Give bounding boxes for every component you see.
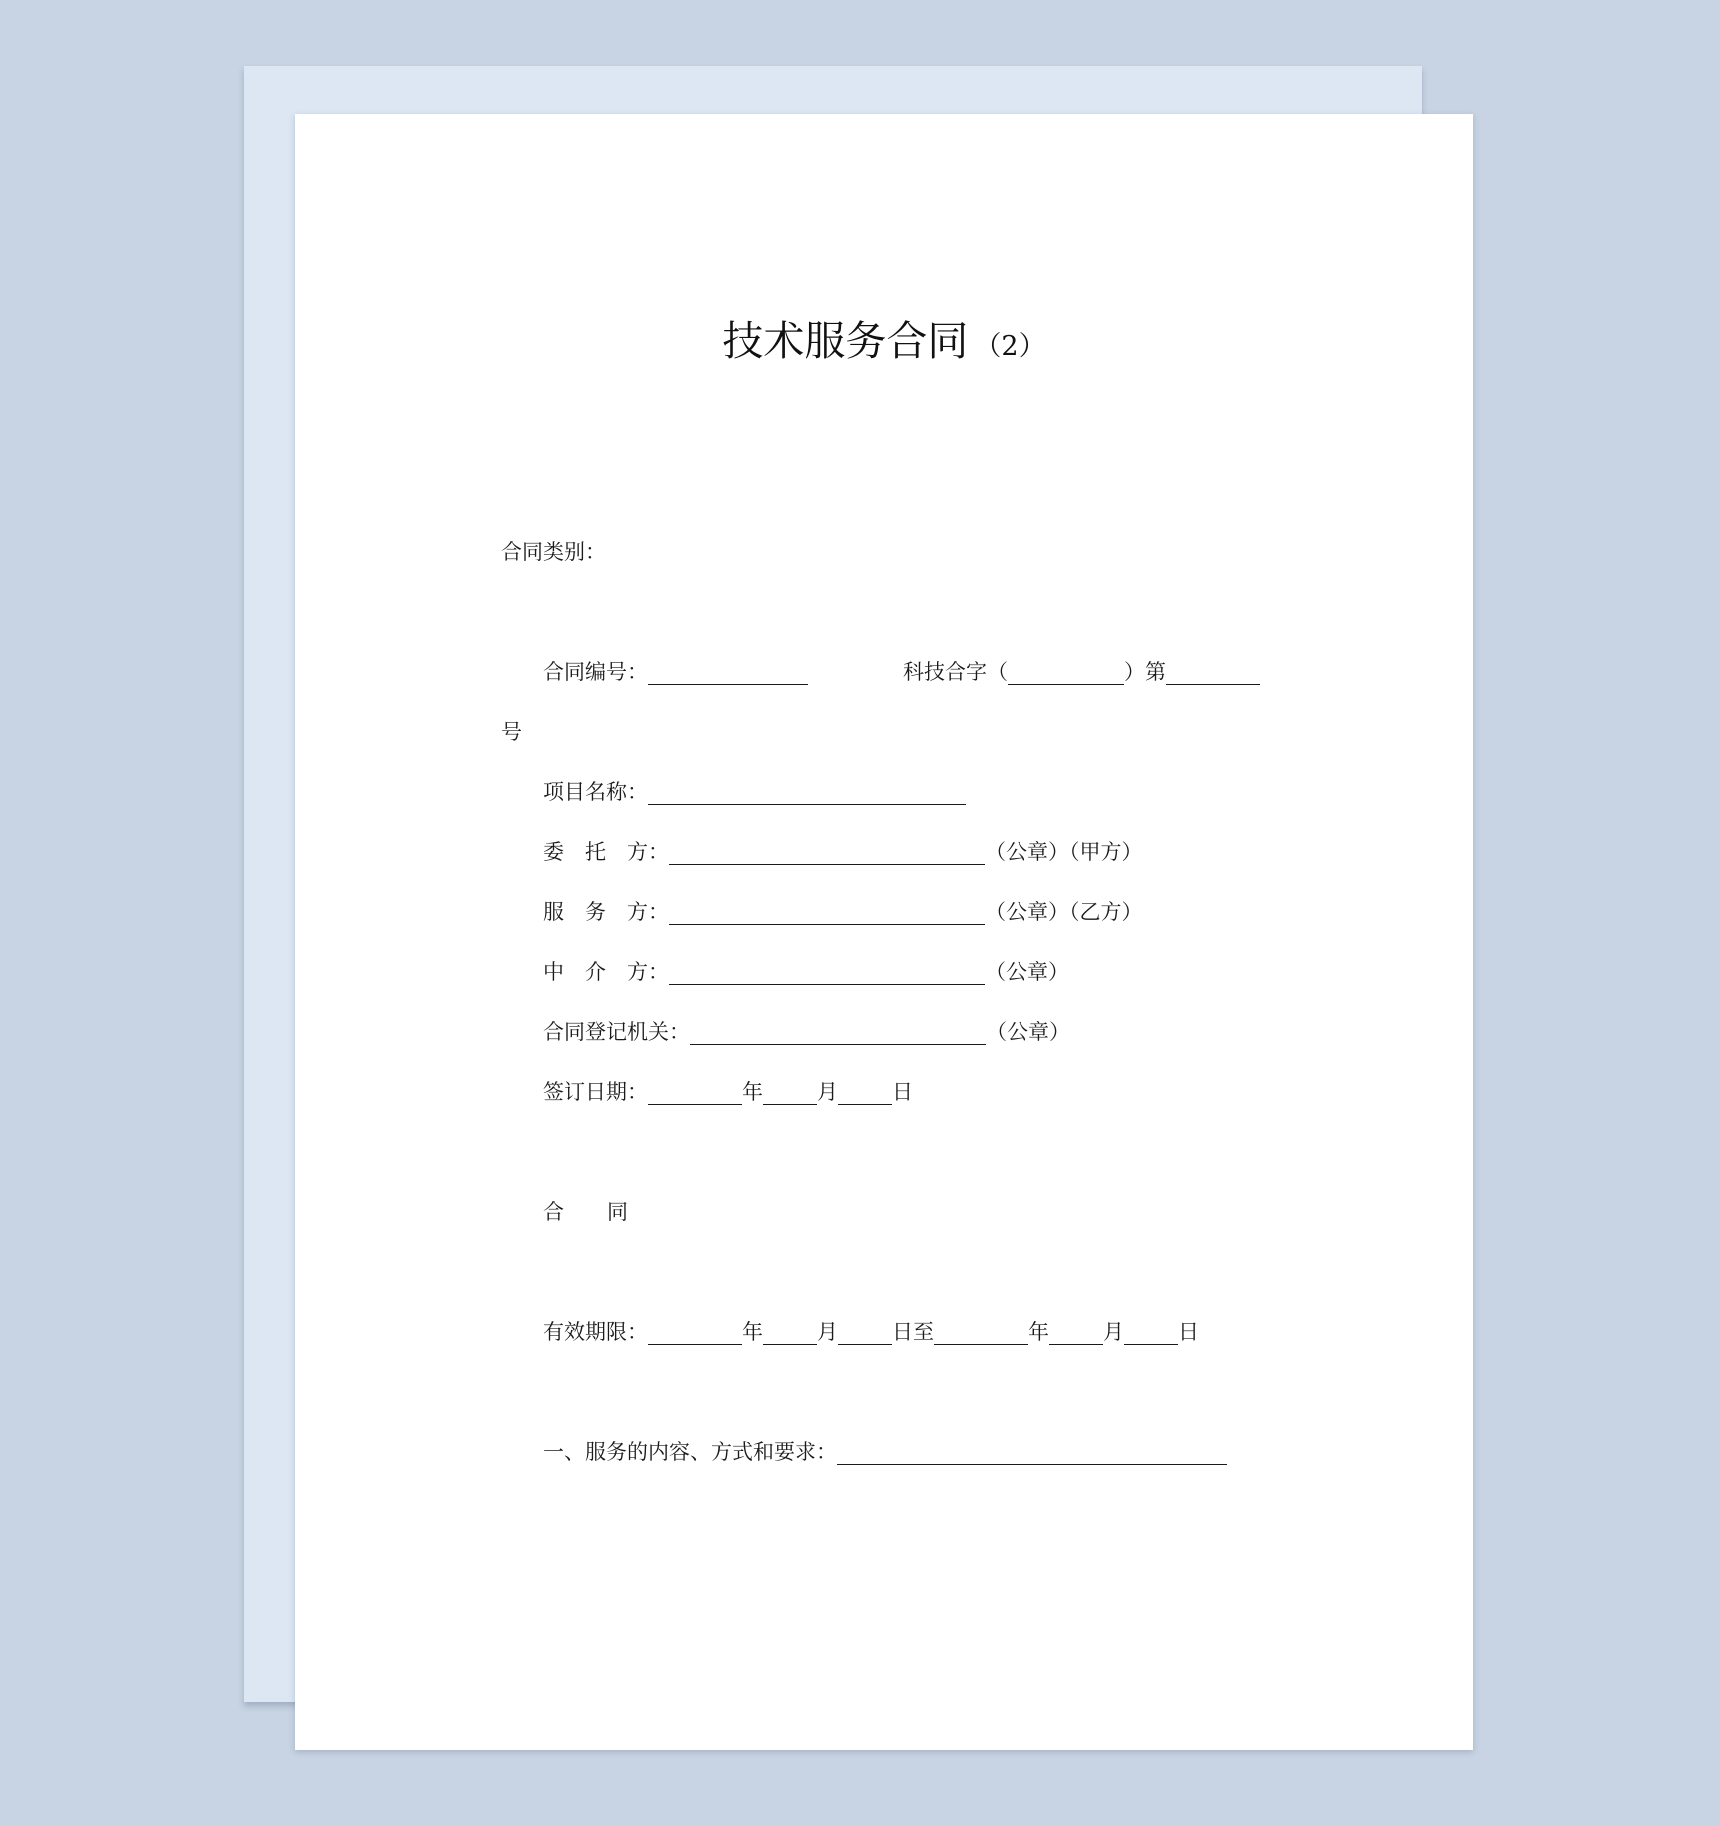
tech-contract-blank-2[interactable]	[1166, 663, 1260, 685]
client-blank[interactable]	[669, 843, 985, 865]
sign-date-row	[543, 1082, 913, 1105]
tech-contract-blank-1[interactable]	[1008, 663, 1124, 685]
sign-date-label: 签订日期：	[543, 1080, 648, 1104]
sign-day-unit: 日	[892, 1080, 913, 1104]
sign-year-unit: 年	[742, 1080, 763, 1104]
validity-end-year-blank[interactable]	[934, 1323, 1028, 1345]
validity-start-year-unit: 年	[742, 1320, 763, 1344]
validity-end-month-unit: 月	[1103, 1320, 1124, 1344]
project-name-blank[interactable]	[648, 783, 966, 805]
service-label-char-2: 务	[585, 900, 606, 924]
intermediary-note: （公章）	[985, 960, 1069, 984]
heading-char-1: 合	[543, 1200, 564, 1224]
client-label-char-2: 托	[585, 840, 606, 864]
section-1-label: 一、服务的内容、方式和要求：	[543, 1440, 837, 1464]
project-name-label: 项目名称：	[543, 780, 648, 804]
client-label-char-1: 委	[543, 840, 564, 864]
intermediary-label-char-3: 方：	[627, 960, 669, 984]
service-note: （公章）（乙方）	[985, 900, 1143, 924]
validity-start-day-blank[interactable]	[838, 1323, 892, 1345]
validity-end-month-blank[interactable]	[1049, 1323, 1103, 1345]
tech-contract-mid: ）第	[1124, 660, 1166, 684]
client-label-char-3: 方：	[627, 840, 669, 864]
service-blank[interactable]	[669, 903, 985, 925]
registry-note: （公章）	[986, 1020, 1070, 1044]
validity-start-month-unit: 月	[817, 1320, 838, 1344]
intermediary-label-char-1: 中	[543, 960, 564, 984]
section-1-blank[interactable]	[837, 1443, 1227, 1465]
client-note: （公章）（甲方）	[985, 840, 1143, 864]
service-label-char-1: 服	[543, 900, 564, 924]
page-title	[295, 308, 1473, 367]
service-row	[543, 902, 1143, 925]
validity-end-day-blank[interactable]	[1124, 1323, 1178, 1345]
tech-contract-prefix: 科技合字（	[903, 660, 1008, 684]
registry-blank[interactable]	[690, 1023, 986, 1045]
title-text: 技术服务合同	[722, 317, 969, 365]
validity-end-year-unit: 年	[1028, 1320, 1049, 1344]
intermediary-label-char-2: 介	[585, 960, 606, 984]
sign-year-blank[interactable]	[648, 1083, 742, 1105]
registry-row	[543, 1022, 1070, 1045]
sign-day-blank[interactable]	[838, 1083, 892, 1105]
project-name-row	[543, 782, 966, 805]
sign-month-unit: 月	[817, 1080, 838, 1104]
contract-type-row	[501, 542, 606, 563]
validity-start-day-unit: 日	[892, 1320, 913, 1344]
heading-char-2: 同	[607, 1200, 628, 1224]
section-1-row	[543, 1442, 1227, 1465]
validity-label: 有效期限：	[543, 1320, 648, 1344]
intermediary-row	[543, 962, 1069, 985]
validity-to: 至	[913, 1320, 934, 1344]
tech-contract-suffix: 号	[501, 720, 522, 744]
contract-number-label: 合同编号：	[543, 660, 648, 684]
validity-start-year-blank[interactable]	[648, 1323, 742, 1345]
validity-start-month-blank[interactable]	[763, 1323, 817, 1345]
contract-number-row	[543, 662, 808, 685]
contract-number-blank[interactable]	[648, 663, 808, 685]
sign-month-blank[interactable]	[763, 1083, 817, 1105]
contract-type-label: 合同类别：	[501, 540, 606, 564]
validity-row	[543, 1322, 1199, 1345]
service-label-char-3: 方：	[627, 900, 669, 924]
contract-page	[295, 114, 1473, 1750]
tech-contract-row	[903, 662, 1260, 685]
tech-contract-suffix-row	[501, 722, 522, 743]
contract-heading	[543, 1202, 628, 1223]
title-suffix: （2）	[974, 331, 1046, 362]
intermediary-blank[interactable]	[669, 963, 985, 985]
validity-end-day-unit: 日	[1178, 1320, 1199, 1344]
client-row	[543, 842, 1143, 865]
registry-label: 合同登记机关：	[543, 1020, 690, 1044]
